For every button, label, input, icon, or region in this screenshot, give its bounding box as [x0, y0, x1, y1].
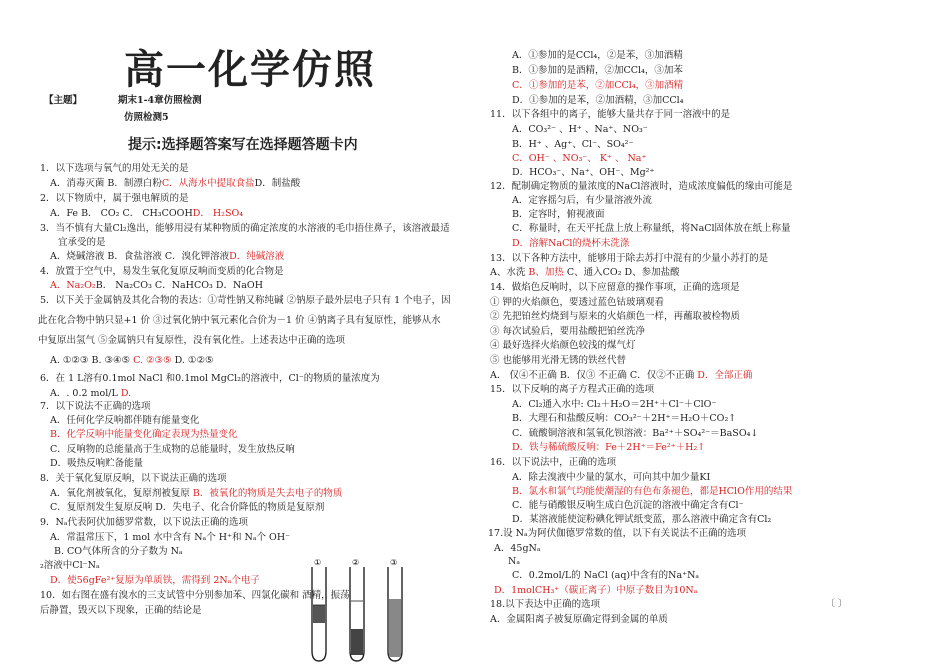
- line-text: B．H⁺ 、Ag⁺、Cl⁻、SO₄²⁻: [512, 139, 634, 150]
- right-line: [512, 194, 652, 207]
- right-line: [512, 152, 646, 165]
- line-text: C、通入CO₂ D、参加盐酸: [563, 267, 680, 278]
- right-line: [490, 108, 730, 121]
- right-line: [490, 354, 626, 367]
- highlighted-answer: A．Na₂O₂: [50, 280, 96, 291]
- right-line: [512, 94, 684, 107]
- line-text: ① 钾的火焰颜色，要透过蓝色钴玻璃观看: [490, 297, 665, 308]
- line-text: 宜承受的是: [58, 237, 106, 248]
- line-text: C．硫酸铜溶液和氢氧化钡溶液：Ba²⁺＋SO₄²⁻＝BaSO₄↓: [512, 428, 759, 439]
- line-text: 9．Nₐ代表阿伏加德罗常数，以下说法正确的选项: [40, 517, 249, 528]
- line-text: 11．以下各组中的离子，能够大量共存于同一溶液中的是: [490, 109, 731, 120]
- right-line: [512, 138, 634, 151]
- tube-label-3: ③: [390, 558, 398, 567]
- line-text: C．称量时，在天平托盘上放上称量纸，将NaCl固体放在纸上称量: [512, 223, 791, 234]
- subtitle: 仿照检测5: [124, 112, 169, 123]
- left-line: [50, 279, 263, 292]
- line-text: 10．如右图在盛有溴水的三支试管中分别参加苯、四氯化碳和 酒精，振荡: [40, 590, 350, 601]
- line-text: D．吸热反响贮备能量: [50, 458, 144, 469]
- line-text: 6．在 1 L溶有0.1mol NaCl 和0.1mol MgCl₂的溶液中，Cl⁻的物质的量浓度为: [40, 373, 380, 384]
- right-line: [490, 325, 645, 338]
- right-line: [490, 456, 616, 469]
- right-line: [490, 281, 740, 294]
- line-text: D．制盐酸: [254, 178, 301, 189]
- highlighted-answer: C．①参加的是苯，②加CCl₄，③加酒精: [512, 80, 684, 91]
- right-line: [512, 485, 792, 498]
- line-text: A．Cl₂通入水中: Cl₂＋H₂O＝2H⁺＋Cl⁻＋ClO⁻: [512, 399, 717, 410]
- line-text: 3．当不慎有大量Cl₂逸出，能够用浸有某种物质的确定浓度的水溶液的毛巾捂住鼻子，该溶液最适: [40, 223, 450, 234]
- line-text: D．①参加的是苯，②加酒精，③加CCl₄: [512, 95, 684, 106]
- right-line: [512, 471, 710, 484]
- right-line: [512, 208, 604, 221]
- right-line: [490, 383, 654, 396]
- left-line: [50, 177, 300, 190]
- highlighted-answer: B．化学反响中能量变化确定表现为热量变化: [50, 429, 238, 440]
- line-text: ③ 每次试验后，要用盐酸把铂丝洗净: [490, 326, 646, 337]
- line-text: A. ①②③ B. ③④⑤: [50, 355, 134, 366]
- line-text: 后静置，毁灭以下现象，正确的结论是: [40, 605, 202, 616]
- tube3-fill: [389, 599, 401, 657]
- line-text: 14．做焰色反响时，以下应留意的操作事项，正确的选项是: [490, 282, 740, 293]
- line-text: ⑤ 也能够用光滑无锈的铁丝代替: [490, 355, 627, 366]
- line-text: 此在化合物中钠只显+1 价 ③过氧化钠中氧元素化合价为－1 价 ④钠离子具有复原性，能够从水: [38, 315, 441, 326]
- right-line: [512, 222, 791, 235]
- highlighted-answer: B．被氧化的物质是失去电子的物质: [192, 488, 343, 499]
- left-line: [50, 354, 213, 367]
- right-line: [490, 598, 600, 611]
- right-line: [512, 49, 683, 62]
- line-text: B．大理石和盐酸反响：CO₃²⁻＋2H⁺＝H₂O＋CO₂↑: [512, 413, 737, 424]
- line-text: D．HCO₃⁻、Na⁺、OH⁻、Mg²⁺: [512, 167, 655, 178]
- hint-line: 提示:选择题答案写在选择题答题卡内: [128, 137, 358, 153]
- right-line: [494, 584, 697, 597]
- line-text: A．氧化剂被氧化，复原剂被复原: [50, 488, 193, 499]
- left-line: [40, 162, 189, 175]
- right-line: [512, 64, 683, 77]
- line-text: 4．放置于空气中，易发生氧化复原反响而变质的化合物是: [40, 266, 284, 277]
- right-line: [512, 412, 736, 425]
- right-line: [490, 180, 792, 193]
- left-line: [40, 604, 202, 617]
- line-text: D．某溶液能使淀粉碘化钾试纸变蓝，那么溶液中确定含有Cl₂: [512, 514, 772, 525]
- test-tubes-figure: [304, 555, 414, 667]
- line-text: 1．以下选项与氧气的用处无关的是: [40, 163, 189, 174]
- line-text: 2．以下物质中，属于强电解质的是: [40, 193, 189, 204]
- line-text: A．除去溴液中少量的氯水，可向其中加少量KI: [512, 472, 711, 483]
- right-line: [490, 339, 636, 352]
- left-line: [40, 372, 380, 385]
- highlighted-answer: D．1molCH₃⁺（碳正离子）中原子数目为10Nₐ: [494, 585, 698, 596]
- highlighted-answer: D．铁与稀硫酸反响：Fe＋2H⁺＝Fe²⁺＋H₂↑: [512, 442, 706, 453]
- line-text: ₂溶液中Cl⁻Nₐ: [40, 560, 100, 571]
- right-line: [512, 237, 629, 250]
- line-text: 7．以下说法不正确的选项: [40, 401, 151, 412]
- right-line: [512, 79, 683, 92]
- line-text: B． Na₂CO₃ C．NaHCO₃ D．NaOH: [95, 280, 264, 291]
- left-line: [40, 192, 189, 205]
- left-line: [38, 314, 441, 327]
- highlighted-answer: D． H₂SO₄: [192, 208, 244, 219]
- highlighted-answer: D.: [120, 388, 132, 399]
- line-text: Nₐ: [508, 556, 520, 567]
- left-line: [50, 574, 260, 587]
- highlighted-answer: B、加热: [528, 267, 564, 278]
- highlighted-answer: B．氯水和氯气均能使潮湿的有色布条褪色，都是HClO作用的结果: [512, 486, 793, 497]
- highlighted-answer: C．OH⁻ 、NO₃⁻、 K⁺ 、 Na⁺: [512, 153, 647, 164]
- left-line: [40, 222, 450, 235]
- line-text: A．任何化学反响都伴随有能量变化: [50, 415, 200, 426]
- left-line: [50, 428, 237, 441]
- right-line: [488, 527, 746, 540]
- line-text: C．能与硝酸银反响生成白色沉淀的溶液中确定含有Cl⁻: [512, 500, 744, 511]
- right-line: [512, 398, 716, 411]
- left-line: [54, 545, 183, 558]
- right-line: [512, 513, 771, 526]
- tube2-bottom-layer: [351, 629, 363, 655]
- line-text: B. CO气体所含的分子数为 Nₐ: [54, 546, 183, 557]
- right-line: [490, 310, 740, 323]
- line-text: A．烧碱溶液 B．食盐溶液 C．溴化钾溶液: [50, 251, 230, 262]
- right-line: [512, 569, 699, 582]
- line-text: 16．以下说法中，正确的选项: [490, 457, 617, 468]
- right-line: [494, 542, 541, 555]
- line-text: C．0.2mol/L的 NaCl (aq)中含有的Na⁺Nₐ: [512, 570, 700, 581]
- right-line: [490, 266, 680, 279]
- left-line: [50, 207, 243, 220]
- line-text: A．. 0.2 mol/L: [50, 388, 121, 399]
- tube-label-2: ②: [352, 558, 360, 567]
- left-line: [58, 236, 106, 249]
- line-text: 13．以下各种方法中，能够用于除去苏打中混有的少量小苏打的是: [490, 253, 769, 264]
- right-line: [512, 123, 648, 136]
- left-line: [40, 400, 151, 413]
- line-text: 15．以下反响的离子方程式正确的选项: [490, 384, 655, 395]
- line-text: A．消毒灭菌 B．制漂白粉: [50, 178, 162, 189]
- left-line: [40, 516, 248, 529]
- left-line: [50, 487, 342, 500]
- highlighted-answer: C．从海水中提取食盐: [161, 178, 255, 189]
- right-line: [490, 296, 664, 309]
- right-line: [490, 252, 768, 265]
- topic-value: 期末1-4章仿照检测: [118, 95, 202, 106]
- line-text: 中复原出氢气 ⑤金属钠只有复原性，没有氧化性。上述表达中正确的选项: [38, 335, 346, 346]
- line-text: B．定容时，俯视液面: [512, 209, 605, 220]
- topic-label: 【主题】: [44, 95, 83, 106]
- line-text: A、水洗: [490, 267, 529, 278]
- line-text: B．①参加的是酒精，②加CCl₄，③加苯: [512, 65, 683, 76]
- left-line: [40, 559, 100, 572]
- line-text: 12．配制确定物质的量浓度的NaCl溶液时，造成浓度偏低的缘由可能是: [490, 181, 793, 192]
- tube-label-1: ①: [314, 558, 322, 567]
- left-line: [50, 387, 131, 400]
- highlighted-answer: D．使56gFe²⁺复原为单质铁，需得到 2Nₐ个电子: [50, 575, 260, 586]
- left-line: [50, 443, 295, 456]
- right-line: [490, 613, 668, 626]
- highlighted-answer: D．全部正确: [697, 370, 753, 381]
- line-text: A．CO₃²⁻ 、H⁺ 、Na⁺、NO₃⁻: [512, 124, 648, 135]
- line-text: A．金属阳离子被复原确定得到金属的单质: [490, 614, 668, 625]
- left-line: [50, 457, 143, 470]
- line-text: 8．关于氧化复原反响，以下说法正确的选项: [40, 473, 227, 484]
- left-line: [40, 265, 284, 278]
- line-text: A．45gNₐ: [494, 543, 541, 554]
- line-text: C．复原剂发生复原反响 D．失电子、化合价降低的物质是复原剂: [50, 502, 325, 513]
- left-line: [38, 334, 345, 347]
- right-line: [512, 441, 705, 454]
- answer-bracket: 〔 〕: [826, 599, 847, 609]
- line-text: A．Fe B． CO₂ C． CH₃COOH: [50, 208, 193, 219]
- right-line: [512, 499, 744, 512]
- left-line: [50, 250, 284, 263]
- left-line: [50, 501, 324, 514]
- right-line: [508, 555, 520, 568]
- right-line: [490, 369, 752, 382]
- line-text: A．①参加的是CCl₄，②是苯，③加酒精: [512, 50, 683, 61]
- line-text: A．定容摇匀后，有少量溶液外流: [512, 195, 652, 206]
- highlighted-answer: D．纯碱溶液: [229, 251, 285, 262]
- left-line: [40, 294, 451, 307]
- line-text: 18.以下表达中正确的选项: [490, 599, 601, 610]
- left-line: [40, 472, 227, 485]
- line-text: 17.设 Nₐ为阿伏伽德罗常数的值，以下有关说法不正确的选项: [488, 528, 747, 539]
- tube1-top-layer: [313, 605, 325, 623]
- line-text: 5．以下关于金属钠及其化合物的表达：①苛性钠又称纯碱 ②钠原子最外层电子只有 1 个电子，因: [40, 295, 451, 306]
- right-line: [512, 166, 655, 179]
- left-line: [50, 531, 290, 544]
- line-text: ④ 最好选择火焰颜色较浅的煤气灯: [490, 340, 636, 351]
- page-title: 高一化学仿照: [124, 47, 376, 93]
- line-text: C．反响物的总能量高于生成物的总能量时，发生放热反响: [50, 444, 295, 455]
- line-text: A．常温常压下，1 mol 水中含有 Nₐ个 H⁺和 Nₐ个 OH⁻: [50, 532, 291, 543]
- line-text: ② 先把铂丝灼烧到与原来的火焰颜色一样，再蘸取被检物质: [490, 311, 741, 322]
- left-line: [50, 414, 199, 427]
- line-text: D. ①②⑤: [171, 355, 214, 366]
- highlighted-answer: C. ②③⑤: [133, 355, 172, 366]
- line-text: A． 仅④不正确 B．仅③ 不正确 C．仅②不正确: [490, 370, 698, 381]
- right-line: [512, 427, 758, 440]
- highlighted-answer: D．溶解NaCl的烧杯未洗涤: [512, 238, 630, 249]
